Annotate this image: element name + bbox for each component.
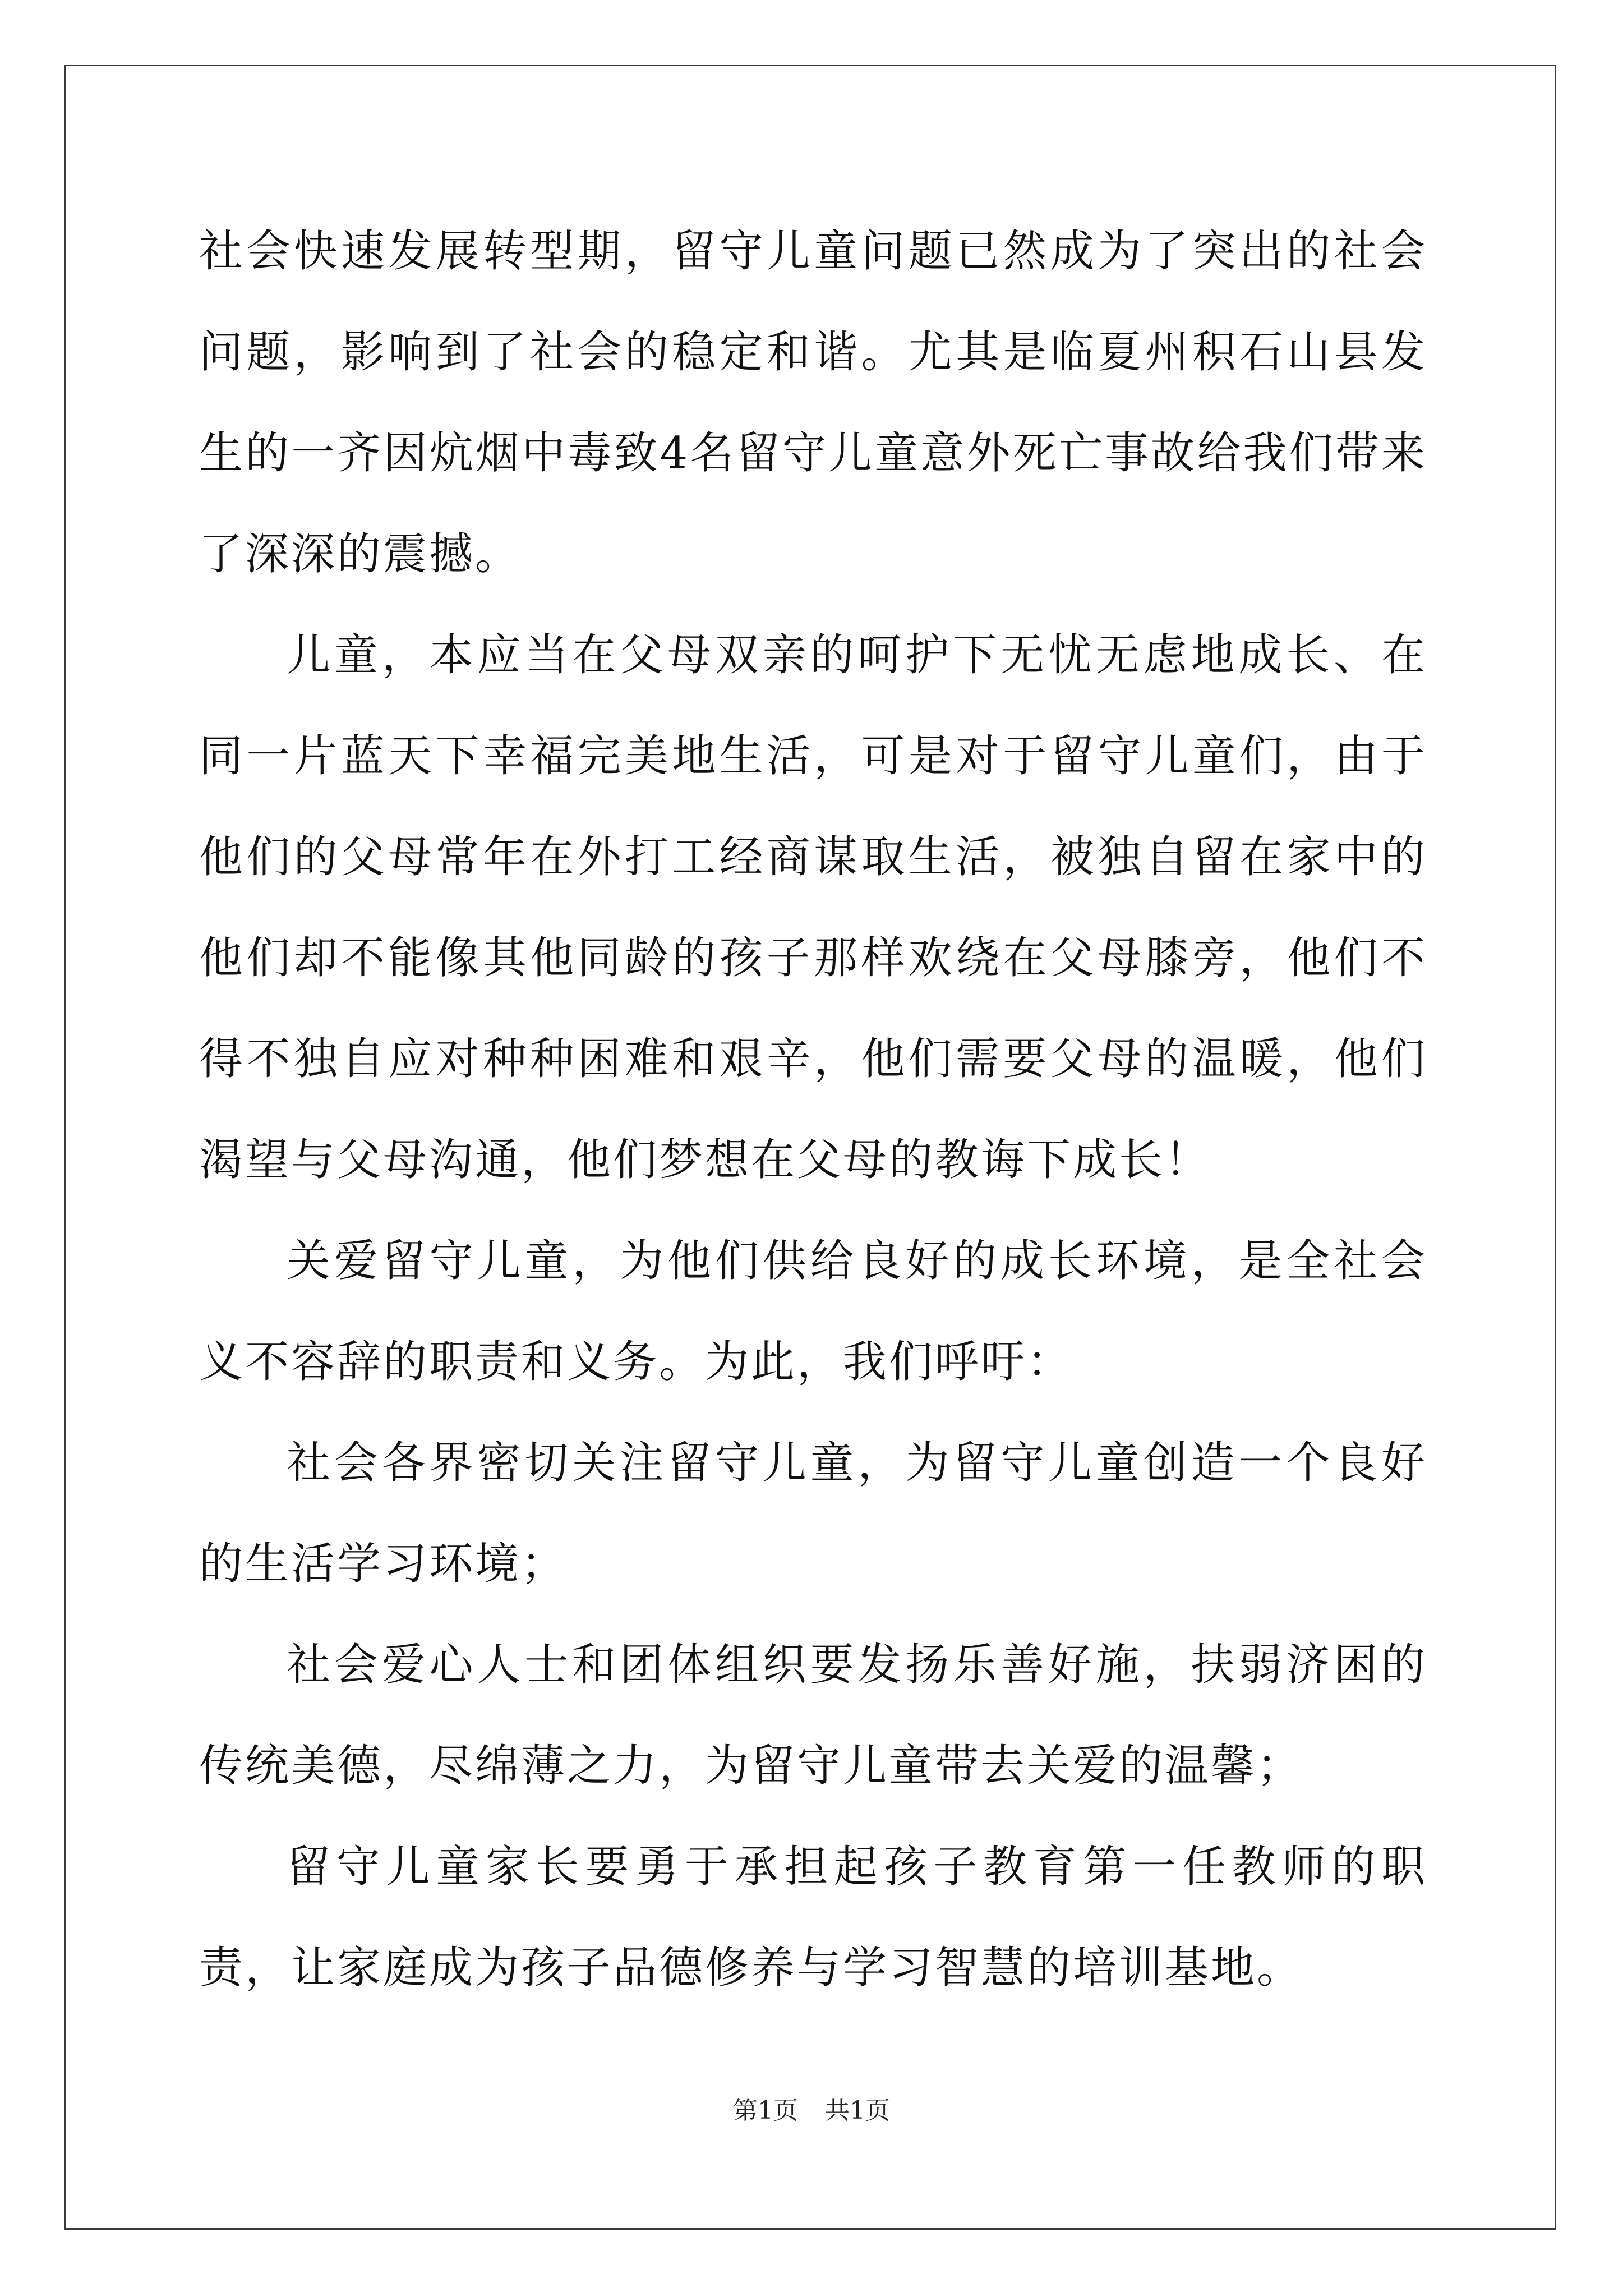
- page-footer: [0, 2090, 1623, 2126]
- page-number-current: 第1页: [733, 2096, 798, 2125]
- paragraph-2: 儿童，本应当在父母双亲的呵护下无忧无虑地成长、在同一片蓝天下幸福完美地生活，可是对于留守儿童们，由于他们的父母常年在外打工经商谋取生活，被独自留在家中的他们却不能像其他同龄的孩子那样欢绕在父母膝旁，他们不得不独自应对种种困难和艰辛，他们需要父母的温暖，他们渴望与父母沟通，他们梦想在父母的教诲下成长！: [199, 630, 1427, 1185]
- paragraph-4: 社会各界密切关注留守儿童，为留守儿童创造一个良好的生活学习环境；: [199, 1438, 1427, 1589]
- page-number-total: 共1页: [825, 2096, 890, 2125]
- paragraph-6: 留守儿童家长要勇于承担起孩子教育第一任教师的职责，让家庭成为孩子品德修养与学习智慧的培训基地。: [199, 1842, 1427, 1993]
- paragraph-1: 社会快速发展转型期，留守儿童问题已然成为了突出的社会问题，影响到了社会的稳定和谐。尤其是临夏州积石山县发生的一齐因炕烟中毒致4名留守儿童意外死亡事故给我们带来了深深的震撼。: [199, 226, 1427, 579]
- paragraph-5: 社会爱心人士和团体组织要发扬乐善好施，扶弱济困的传统美德，尽绵薄之力，为留守儿童带去关爱的温馨；: [199, 1640, 1427, 1791]
- paragraph-3: 关爱留守儿童，为他们供给良好的成长环境，是全社会义不容辞的职责和义务。为此，我们呼吁：: [199, 1236, 1427, 1387]
- document-body: [199, 201, 1427, 2018]
